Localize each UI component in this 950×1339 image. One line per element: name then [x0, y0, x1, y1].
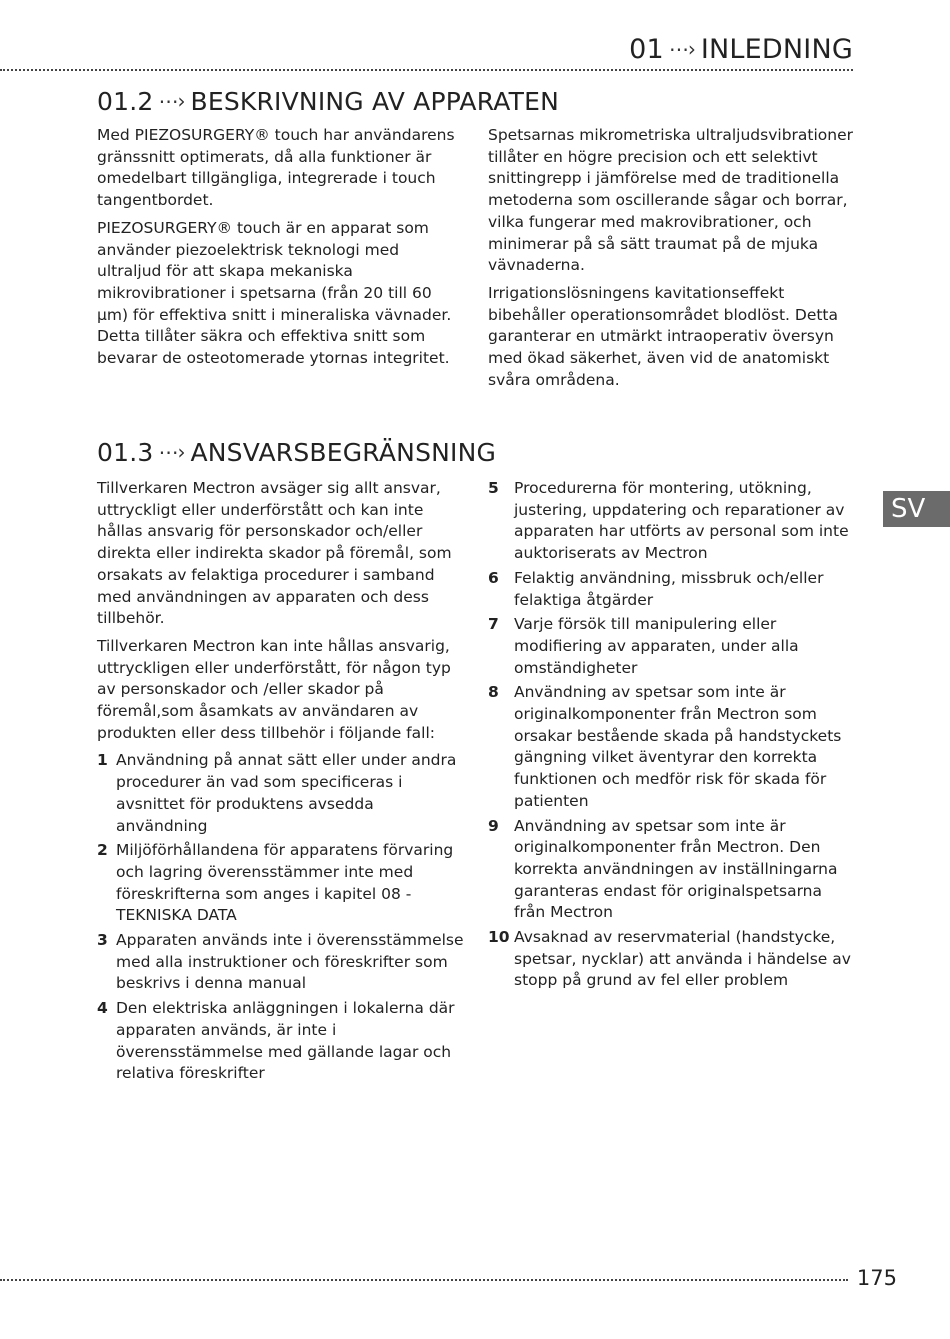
footer-divider: [0, 1279, 848, 1281]
section-01-3-right-column: [488, 478, 853, 995]
chapter-number: 01: [629, 34, 664, 65]
paragraph: Tillverkaren Mectron avsäger sig allt ansvar, uttryckligt eller underförstått och kan inte hållas ansvarig för personskador och/eller direkta eller indirekta skador på föremål, som orsakats av felaktiga procedurer i samband med användningen av apparaten och dess tillbehör.: [97, 479, 452, 628]
list-item: [97, 930, 467, 995]
page-number: 175: [856, 1266, 897, 1290]
list-item-text: Den elektriska anläggningen i lokalerna där apparaten används, är inte i överensstämmelse med gällande lagar och relativa föreskrifter: [116, 999, 455, 1083]
list-item-text: Varje försök till manipulering eller modifiering av apparaten, under alla omständigheter: [514, 615, 799, 677]
list-item-number: 5: [488, 479, 499, 497]
list-item-number: 8: [488, 683, 499, 702]
list-item-number: 4: [97, 999, 108, 1018]
header-divider: [0, 69, 853, 71]
dotted-arrow-icon: ⋯›: [158, 89, 185, 113]
section-01-2-left-column: [97, 125, 467, 376]
list-item: [488, 682, 853, 812]
list-item: [488, 927, 853, 992]
list-item-text: Procedurerna för montering, utökning, justering, uppdatering och reparationer av apparaten har utförts av personal som inte auktoriserats av Mectron: [514, 479, 849, 563]
list-item-number: 10: [488, 928, 510, 947]
list-item-number: 9: [488, 816, 499, 835]
section-01-2-right-column: [488, 125, 858, 397]
paragraph: Tillverkaren Mectron kan inte hållas ansvarig, uttryckligen eller underförstått, för någon typ av personskador och /eller skador på föremål,som åsamkats av användaren av produkten eller dess tillbehör i följande fall:: [97, 636, 451, 742]
list-item-text: Avsaknad av reservmaterial (handstycke, spetsar, nycklar) att använda i händelse av stopp på grund av fel eller problem: [514, 928, 851, 990]
list-item: [97, 750, 467, 837]
liability-list: [97, 750, 467, 1085]
paragraph: Spetsarnas mikrometriska ultraljudsvibrationer tillåter en högre precision och ett selektivt snittingrepp i jämförelse med de traditionella metoderna som oscillerande sågar och borrar, vilka fungerar med makrovibrationer, och minimerar på så sätt traumat på de mjuka vävnaderna.: [488, 126, 853, 275]
chapter-header: [629, 34, 853, 65]
section-title: ANSVARSBEGRÄNSNING: [190, 438, 497, 467]
list-item-text: Användning av spetsar som inte är originalkomponenter från Mectron som orsakar bestående skada på handstyckets gängning vilket äventyrar den korrekta funktionen och medför risk för skada för patienten: [514, 683, 842, 810]
list-item: [97, 998, 467, 1085]
list-item: [488, 614, 853, 679]
section-heading-01-3: [97, 438, 496, 467]
language-tab: SV: [883, 491, 950, 527]
liability-list-continued: [488, 478, 853, 992]
section-title: BESKRIVNING AV APPARATEN: [190, 87, 560, 116]
paragraph: PIEZOSURGERY® touch är en apparat som använder piezoelektrisk teknologi med ultraljud för att skapa mekaniska mikrovibrationer i spetsarna (från 20 till 60 µm) för effektiva snitt i mineraliska vävnader. Detta tillåter säkra och effektiva snitt som bevarar de osteotomerade ytornas integritet.: [97, 218, 452, 368]
list-item: [488, 568, 853, 611]
paragraph: Med PIEZOSURGERY® touch har användarens gränssnitt optimerats, då alla funktioner är omedelbart tillgängliga, integrerade i touch tangentbordet.: [97, 126, 455, 210]
list-item-number: 6: [488, 568, 499, 587]
list-item: [488, 816, 853, 925]
list-item: [488, 478, 853, 565]
list-item-text: Användning på annat sätt eller under andra procedurer än vad som specificeras i avsnittet för produktens avsedda användning: [116, 751, 457, 835]
list-item-number: 3: [97, 931, 108, 950]
paragraph: Irrigationslösningens kavitationseffekt bibehåller operationsområdet blodlöst. Detta garanterar en utmärkt intraoperativ översyn med ökad säkerhet, även vid de anatomiskt svåra områdena.: [488, 283, 839, 389]
section-number: 01.3: [97, 438, 154, 467]
dotted-arrow-icon: ⋯›: [158, 440, 185, 464]
list-item-text: Miljöförhållandena för apparatens förvaring och lagring överensstämmer inte med föreskrifterna som anges i kapitel 08 - TEKNISKA DATA: [116, 841, 454, 925]
section-number: 01.2: [97, 87, 154, 116]
list-item-text: Felaktig användning, missbruk och/eller felaktiga åtgärder: [514, 568, 824, 609]
list-item: [97, 840, 467, 927]
chapter-title: INLEDNING: [700, 34, 853, 65]
list-item-text: Användning av spetsar som inte är originalkomponenter från Mectron. Den korrekta användningen av inställningarna garanteras endast för originalspetsarna från Mectron: [514, 816, 838, 922]
dotted-arrow-icon: ⋯›: [668, 37, 695, 61]
list-item-text: Apparaten används inte i överensstämmelse med alla instruktioner och föreskrifter som beskrivs i denna manual: [116, 931, 464, 993]
section-01-3-left-column: [97, 478, 467, 1088]
section-heading-01-2: [97, 87, 559, 116]
list-item-number: 7: [488, 615, 499, 634]
list-item-number: 1: [97, 751, 108, 770]
list-item-number: 2: [97, 841, 108, 860]
